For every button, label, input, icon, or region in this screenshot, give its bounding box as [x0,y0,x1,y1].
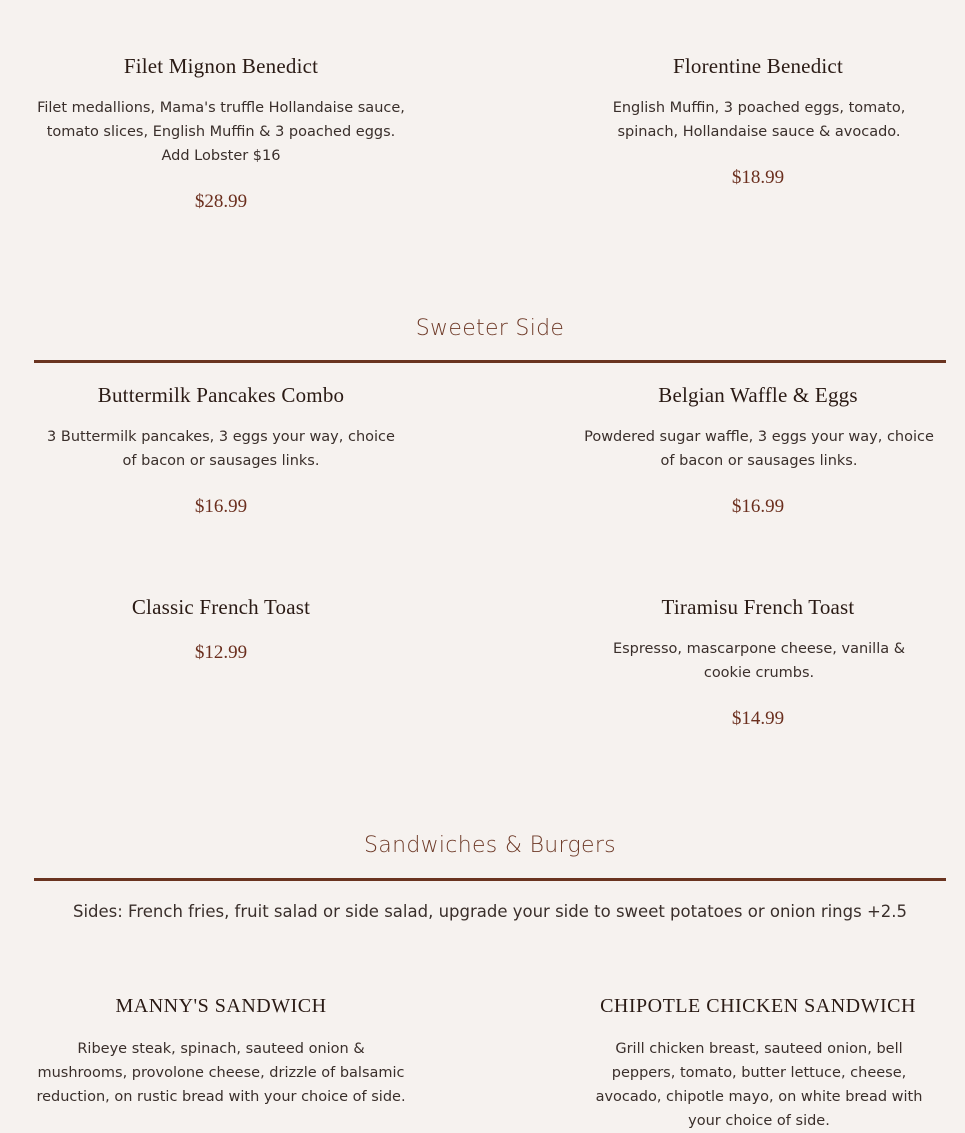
item-title-chipotle-chicken-sandwich: CHIPOTLE CHICKEN SANDWICH [600,995,916,1017]
item-price-classic-french-toast: $12.99 [194,642,248,663]
item-title-florentine-benedict: Florentine Benedict [672,54,843,78]
item-desc-filet-mignon-benedict: Filet medallions, Mama's truffle Hollandaise sauce, tomato slices, English Muffin & 3 poached eggs. Add Lobster $16 [37,100,405,164]
section-title-sweeter-side: Sweeter Side [415,316,565,341]
item-title-mannys-sandwich: MANNY'S SANDWICH [115,995,327,1017]
section-divider [34,878,946,881]
item-desc-mannys-sandwich: Ribeye steak, spinach, sauteed onion & mushrooms, provolone cheese, drizzle of balsamic reduction, on rustic bread with your choice of side. [36,1041,406,1105]
item-desc-belgian-waffle: Powdered sugar waffle, 3 eggs your way, choice of bacon or sausages links. [584,429,934,469]
item-title-tiramisu-french-toast: Tiramisu French Toast [661,595,855,619]
section-title-sandwiches-burgers: Sandwiches & Burgers [364,833,616,858]
item-desc-buttermilk-pancakes: 3 Buttermilk pancakes, 3 eggs your way, choice of bacon or sausages links. [47,429,395,469]
sides-note: Sides: French fries, fruit salad or side salad, upgrade your side to sweet potatoes or onion rings +2.5 [72,902,908,921]
section-divider [34,360,946,363]
item-price-florentine-benedict: $18.99 [731,167,785,188]
item-price-belgian-waffle: $16.99 [731,496,785,517]
item-desc-tiramisu-french-toast: Espresso, mascarpone cheese, vanilla & cookie crumbs. [612,641,906,681]
item-desc-chipotle-chicken-sandwich: Grill chicken breast, sauteed onion, bell peppers, tomato, butter lettuce, cheese, avocado, chipotle mayo, on white bread with your choice of side. [595,1041,923,1129]
item-title-buttermilk-pancakes: Buttermilk Pancakes Combo [97,383,345,407]
item-title-belgian-waffle: Belgian Waffle & Eggs [658,383,858,407]
item-price-tiramisu-french-toast: $14.99 [731,708,785,729]
item-title-classic-french-toast: Classic French Toast [131,595,311,619]
item-price-filet-mignon-benedict: $28.99 [194,191,248,212]
item-title-filet-mignon-benedict: Filet Mignon Benedict [123,54,319,78]
item-price-buttermilk-pancakes: $16.99 [194,496,248,517]
item-desc-florentine-benedict: English Muffin, 3 poached eggs, tomato, spinach, Hollandaise sauce & avocado. [612,100,906,140]
